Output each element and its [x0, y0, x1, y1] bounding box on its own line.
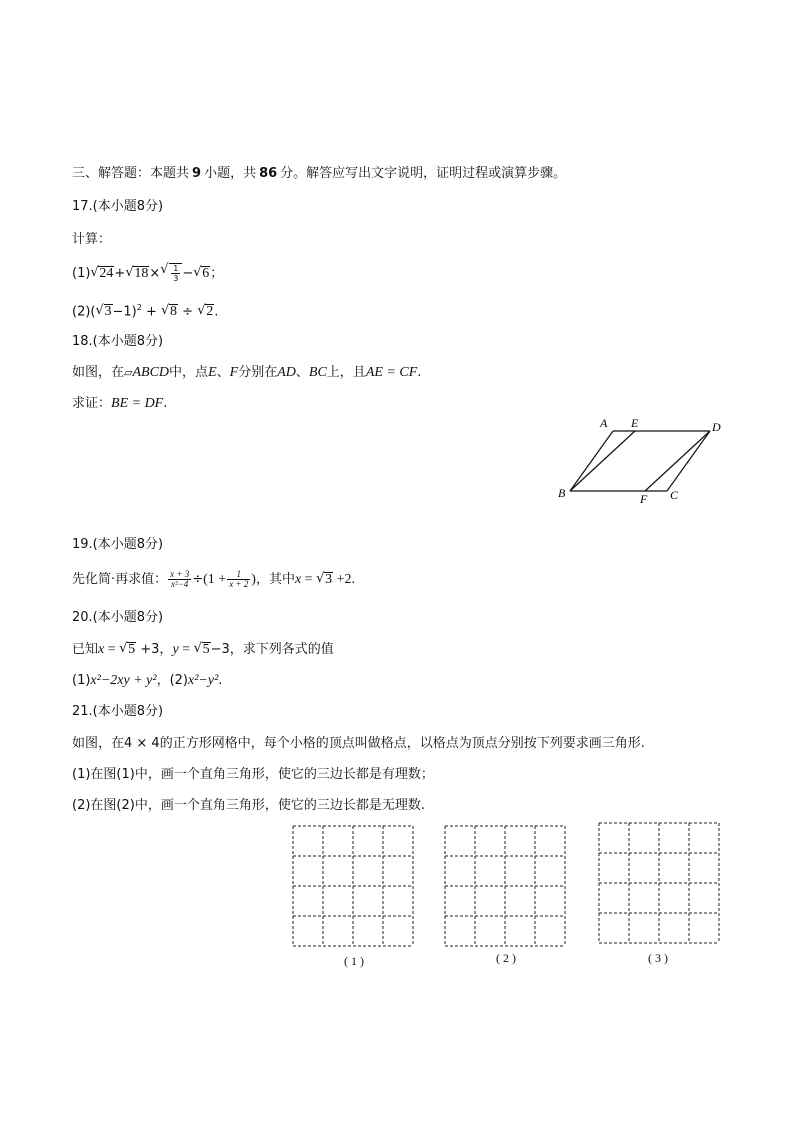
punct: .	[417, 365, 422, 380]
section-heading	[72, 166, 566, 182]
sqrt-symbol: √ 2	[197, 304, 214, 320]
label-d: D	[712, 420, 721, 434]
q17-part1	[72, 263, 223, 283]
side-cd	[667, 431, 710, 491]
fraction: √ $\frac{1}{3}$	[173, 264, 179, 283]
label-b: B	[558, 486, 566, 500]
q17-header: 17.(本小题8分)	[72, 199, 164, 214]
q17-part2	[72, 300, 218, 320]
segment-df	[645, 431, 710, 491]
exponent: 2	[136, 303, 142, 312]
grid-1	[292, 825, 416, 949]
text: 中，点	[169, 365, 209, 380]
part-label: (1)	[72, 673, 91, 688]
equals-sign: =	[301, 572, 317, 587]
text: +3，	[136, 642, 173, 657]
parallelogram-symbol: ▱	[124, 366, 133, 379]
punct: .	[214, 304, 219, 320]
text: −3，求下列各式的值	[210, 642, 334, 657]
parallelogram-name: ABCD	[132, 365, 170, 380]
q21-intro: 如图，在4 × 4的正方形网格中，每个小格的顶点叫做格点，以格点为顶点分别按下列要求画三角形.	[72, 736, 645, 751]
text: 先化简·再求值：	[72, 572, 168, 587]
punct: ，	[156, 673, 170, 688]
q20-header: 20.(本小题8分)	[72, 610, 164, 625]
plus-sign: +	[114, 266, 126, 281]
q19-header: 19.(本小题8分)	[72, 537, 164, 552]
prove-label: 求证：	[72, 396, 112, 411]
text: 分别在	[238, 365, 278, 380]
segment-be	[570, 431, 635, 491]
part-label: (2)	[169, 673, 189, 688]
punct: 、	[216, 365, 230, 380]
q18-prove	[72, 396, 167, 412]
sqrt-symbol: √ 8	[161, 304, 178, 320]
sqrt-symbol: √ 24	[90, 266, 114, 282]
grid-2	[444, 825, 568, 949]
punct: 、	[295, 365, 309, 380]
sqrt-symbol: √ 6	[193, 266, 210, 282]
segment-ad: AD	[277, 365, 296, 380]
section-heading-mid: 小题，共	[204, 166, 257, 181]
q18-statement	[72, 365, 421, 381]
label-f: F	[640, 492, 648, 506]
text: 上，且	[326, 365, 366, 380]
minus-sign: −	[182, 266, 194, 281]
point-e: E	[208, 365, 217, 380]
point-f: F	[229, 365, 239, 380]
q17-instruction: 计算：	[72, 232, 112, 247]
variable: y	[172, 642, 179, 657]
sqrt-symbol	[160, 263, 182, 283]
expr-part: +2.	[333, 572, 355, 587]
fraction: $\frac{x + 3}{\text{x²−4}}$	[170, 569, 190, 589]
sqrt-symbol: √ 5	[194, 642, 211, 658]
fraction: $\frac{1}{x + 2}$	[229, 569, 249, 589]
variable: x	[98, 642, 105, 657]
divide-sign: ÷	[192, 572, 204, 587]
sqrt-symbol: √ 5	[119, 642, 136, 658]
expr-part: )	[251, 572, 256, 587]
label-a: A	[600, 416, 608, 430]
punct: .	[163, 396, 168, 411]
q17-p1-label: (1)	[72, 266, 91, 281]
grid-label-2: ( 2 )	[496, 951, 516, 965]
expression: x²−2xy + y²	[90, 673, 157, 688]
question-count: 9	[192, 166, 202, 181]
sqrt-symbol: √ 18	[125, 266, 149, 282]
punct: .	[218, 673, 223, 688]
sqrt-symbol: √ 3	[96, 304, 113, 320]
q20-statement	[72, 642, 334, 658]
grid-3	[598, 822, 722, 946]
text: 如图，在	[72, 365, 125, 380]
divide-sign: ÷	[178, 304, 198, 320]
section-heading-suffix: 分。解答应写出文字说明，证明过程或演算步骤。	[280, 166, 567, 181]
plus-sign: +	[141, 304, 162, 320]
q21-part2: (2)在图(2)中，画一个直角三角形，使它的三边长都是无理数.	[72, 798, 425, 813]
punct: ；	[210, 266, 224, 281]
sqrt-symbol: √ 3	[316, 572, 333, 588]
section-heading-prefix: 三、解答题：本题共	[72, 166, 190, 181]
text: 已知	[72, 642, 99, 657]
text: ，其中	[255, 572, 295, 587]
equals-sign: =	[104, 642, 120, 657]
times-sign: ×	[149, 266, 161, 281]
label-c: C	[670, 488, 679, 502]
q20-parts	[72, 673, 222, 689]
q18-header: 18.(本小题8分)	[72, 334, 164, 349]
grid-label-3: ( 3 )	[648, 951, 668, 965]
expression: x²−y²	[188, 673, 219, 688]
q21-part1: (1)在图(1)中，画一个直角三角形，使它的三边长都是有理数；	[72, 767, 434, 782]
equation: BE = DF	[111, 396, 164, 411]
q17-p2-label: (2)(	[72, 304, 96, 320]
expr-part: −1)	[112, 304, 137, 320]
grid-label-1: ( 1 )	[344, 954, 364, 968]
expr-part: (1 +	[203, 572, 227, 587]
equation: AE = CF	[365, 365, 418, 380]
equals-sign: =	[178, 642, 194, 657]
side-ab	[570, 431, 613, 491]
segment-bc: BC	[308, 365, 327, 380]
variable: x	[294, 572, 302, 587]
q19-statement	[72, 570, 355, 589]
label-e: E	[631, 416, 639, 430]
parallelogram-figure	[550, 410, 730, 510]
q21-header: 21.(本小题8分)	[72, 704, 164, 719]
total-points: 86	[259, 166, 278, 181]
